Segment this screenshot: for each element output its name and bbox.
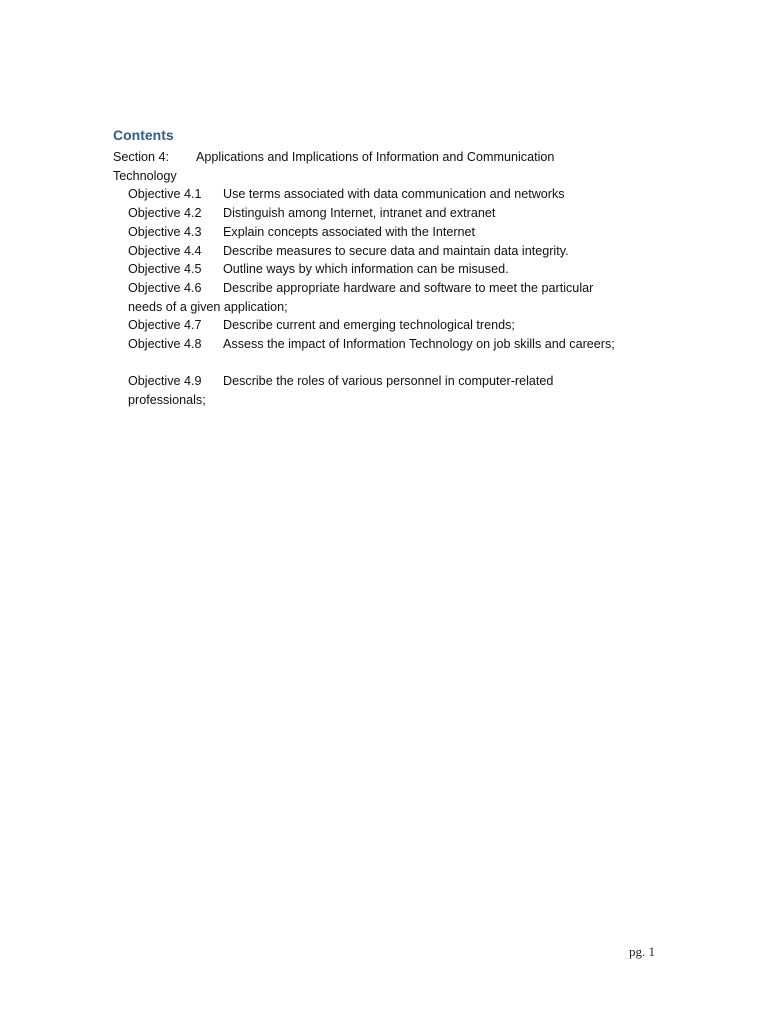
toc-objective-4-9[interactable] [113,372,658,391]
objective-text: Describe current and emerging technological trends; [223,318,515,333]
page-number: pg. 1 [629,944,655,959]
objective-number: Objective 4.3 [128,224,202,239]
toc-objective-4-6[interactable] [113,279,658,298]
toc-objective-4-8[interactable] [113,335,658,354]
objective-number: Objective 4.5 [128,262,202,277]
toc-objective-4-4[interactable] [113,242,658,261]
toc-objective-4-2[interactable] [113,204,658,223]
toc-objective-4-1[interactable] [113,185,658,204]
toc-objective-4-6-continuation[interactable] [113,298,658,317]
objective-text: Outline ways by which information can be misused. [223,262,509,277]
objective-text-continuation: professionals; [128,393,206,408]
section-title-continuation: Technology [113,168,177,183]
toc-objective-4-5[interactable] [113,260,658,279]
objective-text: Use terms associated with data communication and networks [223,187,565,202]
toc-objective-4-3[interactable] [113,223,658,242]
table-of-contents [113,124,658,410]
blank-line [113,354,658,373]
section-title: Applications and Implications of Information and Communication [196,150,555,164]
objective-number: Objective 4.8 [128,337,202,352]
objective-text: Describe appropriate hardware and software to meet the particular [223,280,594,295]
section-label: Section 4: [113,150,170,164]
objective-number: Objective 4.7 [128,318,202,333]
objective-text: Describe measures to secure data and maintain data integrity. [223,243,569,258]
objective-text: Explain concepts associated with the Internet [223,224,476,239]
objective-number: Objective 4.1 [128,187,202,202]
objective-number: Objective 4.6 [128,280,202,295]
toc-section-entry[interactable] [113,148,658,167]
objective-text: Assess the impact of Information Technology on job skills and careers; [223,337,615,352]
toc-section-entry-continuation[interactable] [113,167,658,186]
toc-objective-4-7[interactable] [113,316,658,335]
contents-heading: Contents [113,127,174,143]
objective-number: Objective 4.4 [128,243,202,258]
objective-number: Objective 4.2 [128,206,202,221]
objective-text: Distinguish among Internet, intranet and extranet [223,206,496,221]
toc-objective-4-9-continuation[interactable] [113,391,658,410]
objective-text-continuation: needs of a given application; [128,299,288,314]
objective-text: Describe the roles of various personnel in computer-related [223,374,554,389]
objective-number: Objective 4.9 [128,374,202,389]
